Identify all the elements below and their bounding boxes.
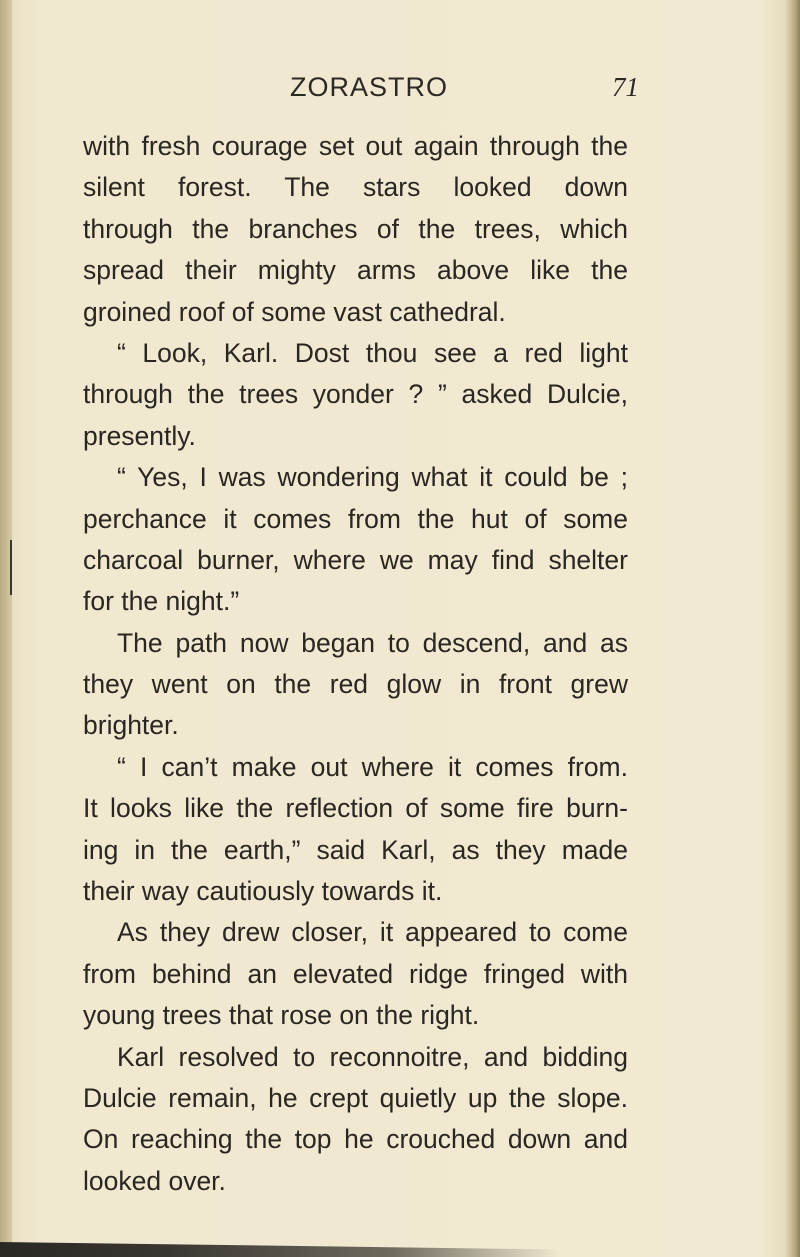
text-line: It looks like the reflection of some fire burn- (83, 793, 628, 824)
text-line: “ Look, Karl. Dost thou see a red light (117, 337, 628, 368)
text-line: Karl resolved to reconnoitre, and bidding (117, 1041, 628, 1072)
text-line: spread their mighty arms above like the (83, 255, 628, 286)
text-line: through the branches of the trees, which (83, 213, 628, 244)
text-line: through the trees yonder ? ” asked Dulcie, (83, 379, 628, 410)
text-line: presently. (83, 420, 196, 451)
text-line: “ Yes, I was wondering what it could be ; (117, 462, 628, 493)
running-head (0, 72, 800, 112)
page-gutter-left (0, 0, 12, 1257)
text-line: for the night.” (83, 586, 240, 617)
text-line: with fresh courage set out again through the (83, 131, 628, 161)
text-line: young trees that rose on the right. (83, 1000, 480, 1031)
page-edge-right (786, 0, 800, 1257)
page-number: 71 (612, 72, 639, 102)
text-line: “ I can’t make out where it comes from. (117, 751, 628, 782)
bottom-edge-shadow (0, 1232, 560, 1257)
text-line: looked over. (83, 1165, 226, 1196)
text-line: As they drew closer, it appeared to come (117, 917, 628, 948)
text-line: On reaching the top he crouched down and (83, 1124, 628, 1155)
text-line: Dulcie remain, he crept quietly up the slope. (83, 1082, 628, 1113)
text-line: from behind an elevated ridge fringed with (83, 958, 628, 989)
margin-mark (10, 540, 12, 595)
text-line: The path now began to descend, and as (117, 627, 628, 658)
text-line: groined roof of some vast cathedral. (83, 296, 506, 327)
text-line: silent forest. The stars looked down (83, 172, 628, 203)
text-line: they went on the red glow in front grew (83, 669, 628, 700)
text-line: perchance it comes from the hut of some (83, 503, 628, 534)
running-title: ZORASTRO (290, 72, 449, 102)
body-text (83, 126, 628, 1202)
text-line: brighter. (83, 710, 179, 741)
text-line: their way cautiously towards it. (83, 876, 443, 907)
text-line: ing in the earth,” said Karl, as they made (83, 834, 628, 865)
text-line: charcoal burner, where we may find shelter (83, 544, 628, 575)
